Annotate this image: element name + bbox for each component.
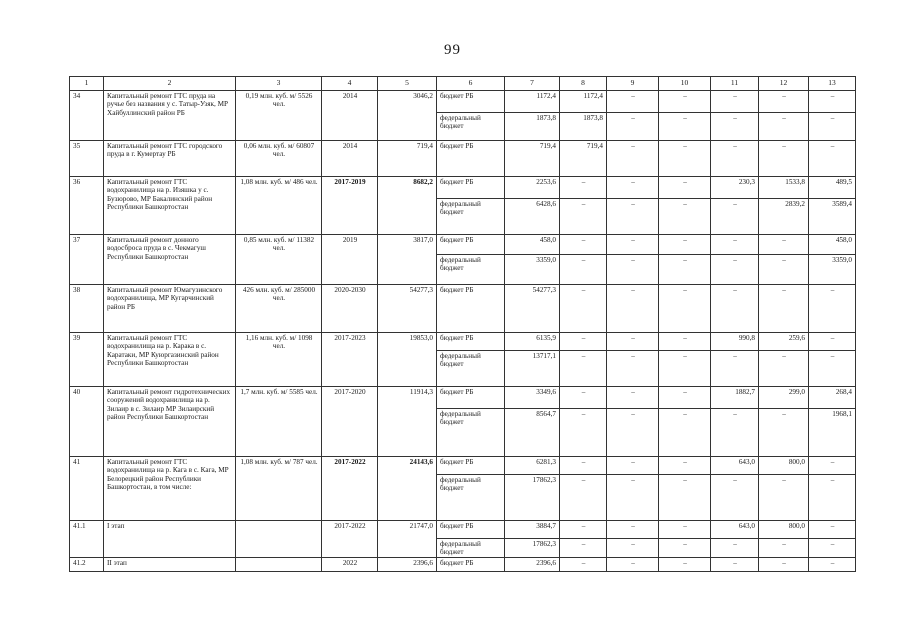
value-cell: 17862,3 [505,539,560,558]
object-name: II этап [104,557,236,571]
funding-source: федеральный бюджет [437,409,505,457]
row-number: 35 [70,141,104,177]
years: 2022 [322,557,378,571]
value-cell: 1172,4 [560,91,607,113]
object-name: Капитальный ремонт ГТС водохранилища на р. Изяшка у с. Бузюрово, МР Бакалинский район Республики Башкортостан [104,177,236,235]
capacity: 0,06 млн. куб. м/ 60807 чел. [236,141,322,177]
value-cell: – [711,235,759,255]
capacity [236,521,322,558]
header-cell: 4 [322,77,378,91]
value-cell: – [711,351,759,387]
value-cell: – [711,285,759,333]
value-cell: 489,5 [809,177,856,199]
value-cell: 2839,2 [759,199,809,235]
value-cell: – [607,177,659,199]
capacity: 426 млн. куб. м/ 285000 чел. [236,285,322,333]
value-cell: – [809,285,856,333]
header-cell: 5 [378,77,437,91]
value-cell: – [607,285,659,333]
value-cell: – [711,475,759,521]
value-cell: – [659,475,711,521]
funding-source: федеральный бюджет [437,475,505,521]
value-cell: – [560,557,607,571]
value-cell: 3589,4 [809,199,856,235]
header-cell: 10 [659,77,711,91]
value-cell: – [607,141,659,177]
value-cell: – [711,199,759,235]
capacity: 0,19 млн. куб. м/ 5526 чел. [236,91,322,141]
page-number: 99 [444,42,461,58]
value-cell: – [659,199,711,235]
capacity: 1,16 млн. куб. м/ 1098 чел. [236,333,322,387]
value-cell: – [759,91,809,113]
value-cell: – [759,255,809,285]
value-cell: 1533,8 [759,177,809,199]
funding-source: бюджет РБ [437,457,505,475]
value-cell: 3884,7 [505,521,560,539]
value-cell: – [711,255,759,285]
table-row [70,141,856,177]
years: 2017-2019 [322,177,378,235]
value-cell: 54277,3 [505,285,560,333]
value-cell: – [759,409,809,457]
row-number: 36 [70,177,104,235]
funding-source: бюджет РБ [437,235,505,255]
object-name: Капитальный ремонт ГТС водохранилища на р. Кага в с. Кага, МР Белорецкий район Республики Башкортостан, в том числе: [104,457,236,521]
value-cell: – [809,521,856,539]
row-number: 41.2 [70,557,104,571]
table-row [70,387,856,409]
value-cell: 458,0 [809,235,856,255]
value-cell: 3349,6 [505,387,560,409]
value-cell: – [711,141,759,177]
header-row [70,77,856,91]
value-cell: – [560,387,607,409]
value-cell: – [809,141,856,177]
years: 2019 [322,235,378,285]
value-cell: – [560,409,607,457]
object-name: Капитальный ремонт гидротехнических сооружений водохранилища на р. Зилаир в с. Зилаир МР Зилаирский район Республики Башкортостан [104,387,236,457]
total-cost: 8682,2 [378,177,437,235]
value-cell: – [607,113,659,141]
row-number: 40 [70,387,104,457]
value-cell: – [809,557,856,571]
value-cell: – [809,475,856,521]
value-cell: – [809,91,856,113]
value-cell: – [607,255,659,285]
value-cell: 1882,7 [711,387,759,409]
years: 2014 [322,91,378,141]
value-cell: – [809,351,856,387]
capacity: 1,08 млн. куб. м/ 486 чел. [236,177,322,235]
value-cell: – [659,177,711,199]
table-row [70,177,856,199]
value-cell: – [560,521,607,539]
value-cell: – [711,409,759,457]
funding-source: федеральный бюджет [437,539,505,558]
total-cost: 11914,3 [378,387,437,457]
value-cell: – [759,141,809,177]
value-cell: – [560,539,607,558]
value-cell: – [659,387,711,409]
value-cell: 458,0 [505,235,560,255]
value-cell: – [759,235,809,255]
value-cell: – [560,285,607,333]
value-cell: – [659,409,711,457]
row-number: 41.1 [70,521,104,558]
value-cell: – [809,539,856,558]
header-cell: 3 [236,77,322,91]
value-cell: – [659,457,711,475]
value-cell: 6135,9 [505,333,560,351]
row-number: 34 [70,91,104,141]
value-cell: 230,3 [711,177,759,199]
header-cell: 8 [560,77,607,91]
value-cell: – [560,333,607,351]
row-number: 38 [70,285,104,333]
header-cell: 1 [70,77,104,91]
value-cell: – [659,351,711,387]
total-cost: 3817,0 [378,235,437,285]
value-cell: 990,8 [711,333,759,351]
funding-source: бюджет РБ [437,91,505,113]
value-cell: – [560,177,607,199]
value-cell: 719,4 [505,141,560,177]
value-cell: – [711,91,759,113]
header-cell: 11 [711,77,759,91]
value-cell: – [607,91,659,113]
value-cell: – [809,457,856,475]
object-name: Капитальный ремонт ГТС пруда на ручье без названия у с. Татыр-Узяк, МР Хайбуллинский район РБ [104,91,236,141]
table-row [70,333,856,351]
funding-source: бюджет РБ [437,177,505,199]
years: 2017-2022 [322,521,378,558]
funding-source: федеральный бюджет [437,351,505,387]
funding-source: федеральный бюджет [437,255,505,285]
value-cell: – [759,351,809,387]
table-row [70,557,856,571]
value-cell: 2396,6 [505,557,560,571]
header-cell: 9 [607,77,659,91]
table-row [70,91,856,113]
value-cell: 268,4 [809,387,856,409]
value-cell: – [759,285,809,333]
value-cell: – [659,113,711,141]
value-cell: – [711,539,759,558]
value-cell: – [607,333,659,351]
value-cell: 800,0 [759,457,809,475]
value-cell: – [607,351,659,387]
header-cell: 7 [505,77,560,91]
funding-source: бюджет РБ [437,557,505,571]
value-cell: – [659,235,711,255]
value-cell: – [607,235,659,255]
funding-source: федеральный бюджет [437,199,505,235]
total-cost: 24143,6 [378,457,437,521]
years: 2017-2023 [322,333,378,387]
total-cost: 54277,3 [378,285,437,333]
value-cell: – [659,141,711,177]
value-cell: – [560,255,607,285]
value-cell: – [659,539,711,558]
value-cell: 13717,1 [505,351,560,387]
value-cell: – [711,557,759,571]
table-row [70,235,856,255]
value-cell: – [659,557,711,571]
value-cell: 1968,1 [809,409,856,457]
value-cell: 6428,6 [505,199,560,235]
funding-source: бюджет РБ [437,521,505,539]
years: 2020-2030 [322,285,378,333]
row-number: 39 [70,333,104,387]
value-cell: 17862,3 [505,475,560,521]
value-cell: – [759,539,809,558]
total-cost: 719,4 [378,141,437,177]
funding-source: бюджет РБ [437,141,505,177]
funding-source: бюджет РБ [437,387,505,409]
table-row [70,521,856,539]
value-cell: – [560,199,607,235]
value-cell: 1172,4 [505,91,560,113]
table-row [70,457,856,475]
object-name: Капитальный ремонт Юмагузинского водохранилища, МР Кугарчинский район РБ [104,285,236,333]
total-cost: 19853,0 [378,333,437,387]
funding-source: бюджет РБ [437,333,505,351]
object-name: Капитальный ремонт ГТС городского пруда в г. Кумертау РБ [104,141,236,177]
capacity: 1,08 млн. куб. м/ 787 чел. [236,457,322,521]
value-cell: – [659,91,711,113]
value-cell: – [560,351,607,387]
row-number: 37 [70,235,104,285]
value-cell: – [607,539,659,558]
value-cell: – [607,521,659,539]
value-cell: 1873,8 [505,113,560,141]
value-cell: 643,0 [711,457,759,475]
value-cell: 6281,3 [505,457,560,475]
funding-source: федеральный бюджет [437,113,505,141]
header-cell: 6 [437,77,505,91]
value-cell: – [560,235,607,255]
value-cell: 1873,8 [560,113,607,141]
row-number: 41 [70,457,104,521]
value-cell: 3359,0 [505,255,560,285]
value-cell: – [607,409,659,457]
value-cell: – [809,113,856,141]
total-cost: 2396,6 [378,557,437,571]
value-cell: – [607,199,659,235]
funding-source: бюджет РБ [437,285,505,333]
program-table [69,76,856,572]
capacity [236,557,322,571]
header-cell: 12 [759,77,809,91]
value-cell: – [607,475,659,521]
value-cell: – [607,457,659,475]
value-cell: – [560,457,607,475]
capacity: 1,7 млн. куб. м/ 5585 чел. [236,387,322,457]
value-cell: 3359,0 [809,255,856,285]
header-cell: 13 [809,77,856,91]
years: 2017-2020 [322,387,378,457]
value-cell: – [607,557,659,571]
value-cell: – [659,521,711,539]
value-cell: – [560,475,607,521]
value-cell: 299,0 [759,387,809,409]
years: 2017-2022 [322,457,378,521]
object-name: Капитальный ремонт ГТС водохранилища на р. Карака в с. Каратаки, МР Куюргазинский район Республики Башкортостан [104,333,236,387]
header-cell: 2 [104,77,236,91]
value-cell: – [711,113,759,141]
value-cell: – [759,113,809,141]
value-cell: – [659,255,711,285]
value-cell: 259,6 [759,333,809,351]
capacity: 0,85 млн. куб. м/ 11382 чел. [236,235,322,285]
value-cell: – [759,557,809,571]
value-cell: 643,0 [711,521,759,539]
value-cell: – [659,285,711,333]
value-cell: – [607,387,659,409]
value-cell: – [809,333,856,351]
years: 2014 [322,141,378,177]
value-cell: 2253,6 [505,177,560,199]
value-cell: – [759,475,809,521]
total-cost: 3046,2 [378,91,437,141]
value-cell: – [659,333,711,351]
value-cell: 719,4 [560,141,607,177]
value-cell: 800,0 [759,521,809,539]
total-cost: 21747,0 [378,521,437,558]
table-row [70,285,856,333]
object-name: Капитальный ремонт донного водосброса пруда в с. Чекмагуш Республики Башкортостан [104,235,236,285]
value-cell: 8564,7 [505,409,560,457]
object-name: I этап [104,521,236,558]
